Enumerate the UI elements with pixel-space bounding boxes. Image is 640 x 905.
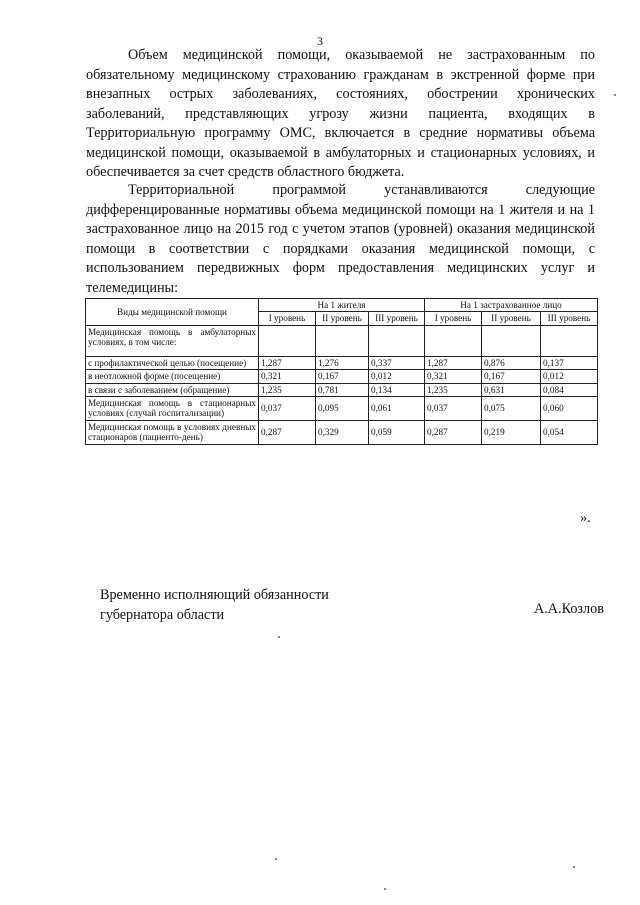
- row-kind: Медицинская помощь в условиях дневных стационаров (пациенто-день): [86, 420, 259, 444]
- cell-value: [369, 325, 425, 356]
- cell-value: 1,235: [259, 383, 316, 396]
- cell-value: 0,219: [482, 420, 541, 444]
- cell-value: 0,337: [369, 356, 425, 369]
- table-row: [86, 397, 598, 421]
- cell-value: 0,134: [369, 383, 425, 396]
- cell-value: 0,287: [259, 420, 316, 444]
- cell-value: [541, 325, 598, 356]
- header-level: II уровень: [482, 312, 541, 325]
- cell-value: 0,287: [425, 420, 482, 444]
- cell-value: 0,095: [316, 397, 369, 421]
- cell-value: 0,054: [541, 420, 598, 444]
- cell-value: 0,167: [482, 370, 541, 383]
- row-kind: в связи с заболеванием (обращение): [86, 383, 259, 396]
- paragraph-differentiated-norms: Территориальной программой устанавливаются следующие дифференцированные нормативы объема медицинской помощи на 1 жителя и на 1 застрахованное лицо на 2015 год с учетом этапов (уровней) оказания медицинской помощи в соответствии с порядками оказания медицинской помощи, с использованием передвижных форм предоставления медицинских услуг и телемедицины:: [86, 182, 595, 296]
- cell-value: 0,012: [541, 370, 598, 383]
- cell-value: 1,287: [425, 356, 482, 369]
- cell-value: 0,876: [482, 356, 541, 369]
- table-row: [86, 420, 598, 444]
- signatory-position-line-1: Временно исполняющий обязанности: [100, 587, 329, 603]
- cell-value: 0,037: [259, 397, 316, 421]
- cell-value: 0,037: [425, 397, 482, 421]
- scan-speck: [614, 94, 616, 96]
- signatory-position-line-2: губернатора области: [100, 606, 225, 623]
- closing-quote-mark: ».: [580, 510, 591, 526]
- cell-value: 0,321: [425, 370, 482, 383]
- header-level: III уровень: [369, 312, 425, 325]
- row-kind: Медицинская помощь в амбулаторных условиях, в том числе:: [86, 325, 259, 356]
- cell-value: 0,061: [369, 397, 425, 421]
- paragraph-emergency-care: Объем медицинской помощи, оказываемой не застрахованным по обязательному медицинскому страхованию гражданам в экстренной форме при внезапных острых заболеваниях, состояниях, обострении хронических заболеваний, представляющих угрозу жизни пациента, входящих в Территориальную программу ОМС, включается в средние нормативы объема медицинской помощи, оказываемой в амбулаторных и стационарных условиях, и обеспечивается за счет средств областного бюджета.: [86, 47, 595, 180]
- page-number: 3: [317, 34, 323, 48]
- scan-speck: [275, 858, 277, 860]
- header-level: III уровень: [541, 312, 598, 325]
- header-per-insured: На 1 застрахованное лицо: [425, 299, 598, 312]
- cell-value: 1,276: [316, 356, 369, 369]
- header-level: I уровень: [425, 312, 482, 325]
- signatory-position: [100, 586, 329, 625]
- cell-value: 0,329: [316, 420, 369, 444]
- cell-value: 0,631: [482, 383, 541, 396]
- cell-value: 0,084: [541, 383, 598, 396]
- table-row: [86, 325, 598, 356]
- cell-value: [316, 325, 369, 356]
- cell-value: 0,321: [259, 370, 316, 383]
- cell-value: [259, 325, 316, 356]
- cell-value: 0,059: [369, 420, 425, 444]
- cell-value: 1,287: [259, 356, 316, 369]
- header-kind: Виды медицинской помощи: [86, 299, 259, 326]
- cell-value: 0,167: [316, 370, 369, 383]
- cell-value: 0,075: [482, 397, 541, 421]
- cell-value: 0,137: [541, 356, 598, 369]
- header-level: II уровень: [316, 312, 369, 325]
- row-kind: в неотложной форме (посещение): [86, 370, 259, 383]
- norms-table: [85, 298, 598, 445]
- row-kind: Медицинская помощь в стационарных условиях (случай госпитализации): [86, 397, 259, 421]
- row-kind: с профилактической целью (посещение): [86, 356, 259, 369]
- signatory-name: А.А.Козлов: [534, 601, 604, 617]
- table-row: [86, 356, 598, 369]
- cell-value: 0,012: [369, 370, 425, 383]
- table-row: [86, 370, 598, 383]
- scan-speck: [384, 888, 386, 890]
- cell-value: [482, 325, 541, 356]
- table-row: [86, 383, 598, 396]
- cell-value: [425, 325, 482, 356]
- scan-speck: [573, 866, 575, 868]
- cell-value: 1,235: [425, 383, 482, 396]
- header-per-resident: На 1 жителя: [259, 299, 425, 312]
- header-level: I уровень: [259, 312, 316, 325]
- scan-speck: [278, 636, 280, 638]
- cell-value: 0,781: [316, 383, 369, 396]
- cell-value: 0,060: [541, 397, 598, 421]
- table-header-row: [86, 299, 598, 312]
